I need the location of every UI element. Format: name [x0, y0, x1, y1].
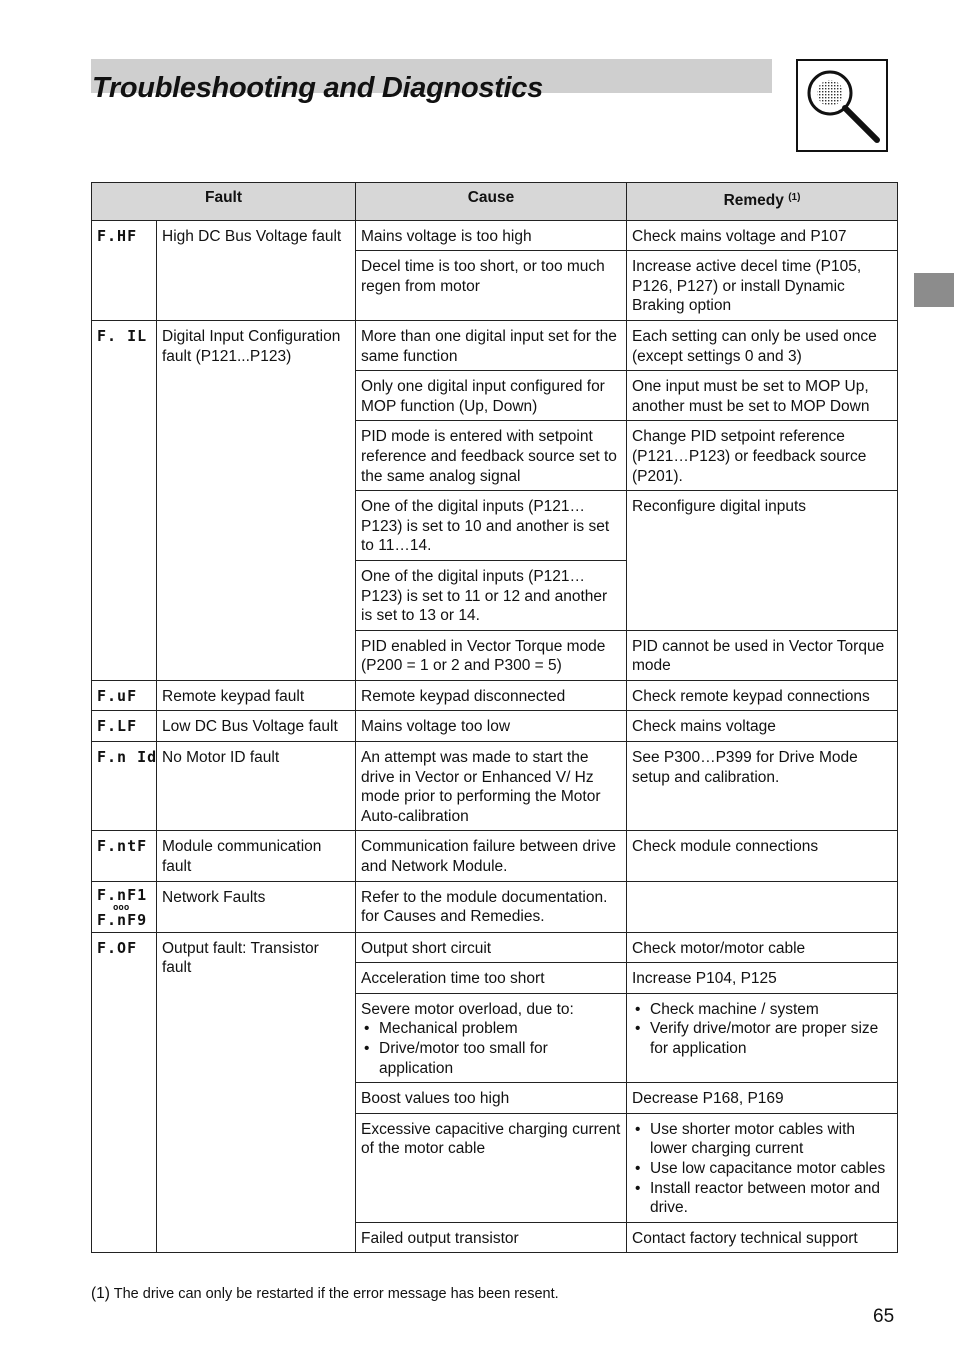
remedy-cell: Decrease P168, P169 — [627, 1083, 898, 1114]
header-cause: Cause — [356, 183, 627, 221]
remedy-cell: Check module connections — [627, 831, 898, 881]
remedy-cell — [627, 881, 898, 932]
cause-cell: Decel time is too short, or too much regen from motor — [356, 251, 627, 321]
fault-code-range — [92, 881, 157, 932]
remedy-cell: Check remote keypad connections — [627, 680, 898, 711]
cause-cell: Only one digital input configured for MOP function (Up, Down) — [356, 371, 627, 421]
cause-cell: Excessive capacitive charging current of the motor cable — [356, 1113, 627, 1222]
header-fault: Fault — [92, 183, 356, 221]
remedy-cell: Contact factory technical support — [627, 1222, 898, 1253]
bullet-item: • Install reactor between motor and drive. — [632, 1179, 892, 1218]
fault-description: High DC Bus Voltage fault — [157, 220, 356, 320]
fault-code-start: F.nF1 — [97, 885, 148, 904]
remedy-cell: Each setting can only be used once (except settings 0 and 3) — [627, 320, 898, 370]
table-row — [92, 742, 898, 831]
remedy-cell — [627, 993, 898, 1082]
magnifier-icon-box — [796, 59, 888, 152]
cause-cell: PID enabled in Vector Torque mode (P200 = 1 or 2 and P300 = 5) — [356, 630, 627, 680]
footnote — [91, 1285, 559, 1303]
fault-description: Module communication fault — [157, 831, 356, 881]
fault-description: Remote keypad fault — [157, 680, 356, 711]
table-row — [92, 711, 898, 742]
remedy-cell: Check mains voltage — [627, 711, 898, 742]
remedy-cell: Check mains voltage and P107 — [627, 220, 898, 251]
remedy-cell: Check motor/motor cable — [627, 932, 898, 963]
table-row — [92, 680, 898, 711]
remedy-cell: Increase active decel time (P105, P126, P127) or install Dynamic Braking option — [627, 251, 898, 321]
remedy-cell: Increase P104, P125 — [627, 963, 898, 994]
fault-code: F.n Id — [92, 742, 157, 831]
fault-code: F.ntF — [92, 831, 157, 881]
cause-text: Severe motor overload, due to: — [361, 1000, 574, 1018]
fault-table — [91, 182, 898, 1253]
bullet-item: • Mechanical problem — [361, 1019, 621, 1039]
fault-description: No Motor ID fault — [157, 742, 356, 831]
table-row — [92, 932, 898, 963]
magnifier-icon — [798, 61, 886, 150]
cause-cell: Refer to the module documentation. for Causes and Remedies. — [356, 881, 627, 932]
cause-cell: Boost values too high — [356, 1083, 627, 1114]
table-row — [92, 220, 898, 251]
cause-cell: Failed output transistor — [356, 1222, 627, 1253]
fault-code: F.HF — [92, 220, 157, 320]
remedy-cell: See P300…P399 for Drive Mode setup and calibration. — [627, 742, 898, 831]
cause-cell: Mains voltage is too high — [356, 220, 627, 251]
fault-description: Output fault: Transistor fault — [157, 932, 356, 1253]
footnote-ref: (1) — [788, 192, 801, 203]
cause-cell: One of the digital inputs (P121… P123) is set to 11 or 12 and another is set to 13 or 14. — [356, 560, 627, 630]
cause-cell: Communication failure between drive and Network Module. — [356, 831, 627, 881]
cause-cell: One of the digital inputs (P121… P123) is set to 10 and another is set to 11…14. — [356, 491, 627, 561]
cause-cell: Mains voltage too low — [356, 711, 627, 742]
remedy-cell — [627, 1113, 898, 1222]
bullet-item: • Use low capacitance motor cables — [632, 1159, 892, 1179]
table-row — [92, 320, 898, 370]
remedy-cell: Change PID setpoint reference (P121…P123) or feedback source (P201). — [627, 421, 898, 491]
remedy-cell: One input must be set to MOP Up, another must be set to MOP Down — [627, 371, 898, 421]
cause-bullet-list — [361, 1019, 621, 1078]
page-number: 65 — [873, 1306, 895, 1327]
fault-description: Digital Input Configuration fault (P121...P123) — [157, 320, 356, 680]
table-row — [92, 881, 898, 932]
remedy-cell: Reconfigure digital inputs — [627, 491, 898, 631]
footnote-mark: (1) — [91, 1285, 110, 1302]
fault-code: F. IL — [92, 320, 157, 680]
fault-code: F.OF — [92, 932, 157, 1253]
remedy-cell: PID cannot be used in Vector Torque mode — [627, 630, 898, 680]
fault-code: F.LF — [92, 711, 157, 742]
bullet-item: • Use shorter motor cables with lower charging current — [632, 1120, 892, 1159]
header-remedy: Remedy $^{(1)}$ — [627, 183, 898, 221]
chapter-tab — [914, 273, 954, 307]
bullet-item: • Verify drive/motor are proper size for application — [632, 1019, 892, 1058]
remedy-bullet-list — [632, 1120, 892, 1218]
cause-cell: PID mode is entered with setpoint reference and feedback source set to the same analog signal — [356, 421, 627, 491]
cause-cell — [356, 993, 627, 1082]
bullet-item: • Drive/motor too small for application — [361, 1039, 621, 1078]
fault-code-ellipsis: ooo — [113, 902, 130, 913]
remedy-bullet-list — [632, 1000, 892, 1059]
fault-code: F.uF — [92, 680, 157, 711]
page-title: Troubleshooting and Diagnostics — [92, 72, 543, 104]
cause-cell: Output short circuit — [356, 932, 627, 963]
cause-cell: More than one digital input set for the same function — [356, 320, 627, 370]
cause-cell: An attempt was made to start the drive in Vector or Enhanced V/ Hz mode prior to performing the Motor Auto-calibration — [356, 742, 627, 831]
cause-cell: Remote keypad disconnected — [356, 680, 627, 711]
cause-cell: Acceleration time too short — [356, 963, 627, 994]
fault-code-end: F.nF9 — [97, 910, 148, 929]
fault-description: Network Faults — [157, 881, 356, 932]
bullet-item: • Check machine / system — [632, 1000, 892, 1020]
footnote-text: The drive can only be restarted if the error message has been resent. — [113, 1286, 559, 1302]
fault-description: Low DC Bus Voltage fault — [157, 711, 356, 742]
table-header-row — [92, 183, 898, 221]
table-row — [92, 831, 898, 881]
